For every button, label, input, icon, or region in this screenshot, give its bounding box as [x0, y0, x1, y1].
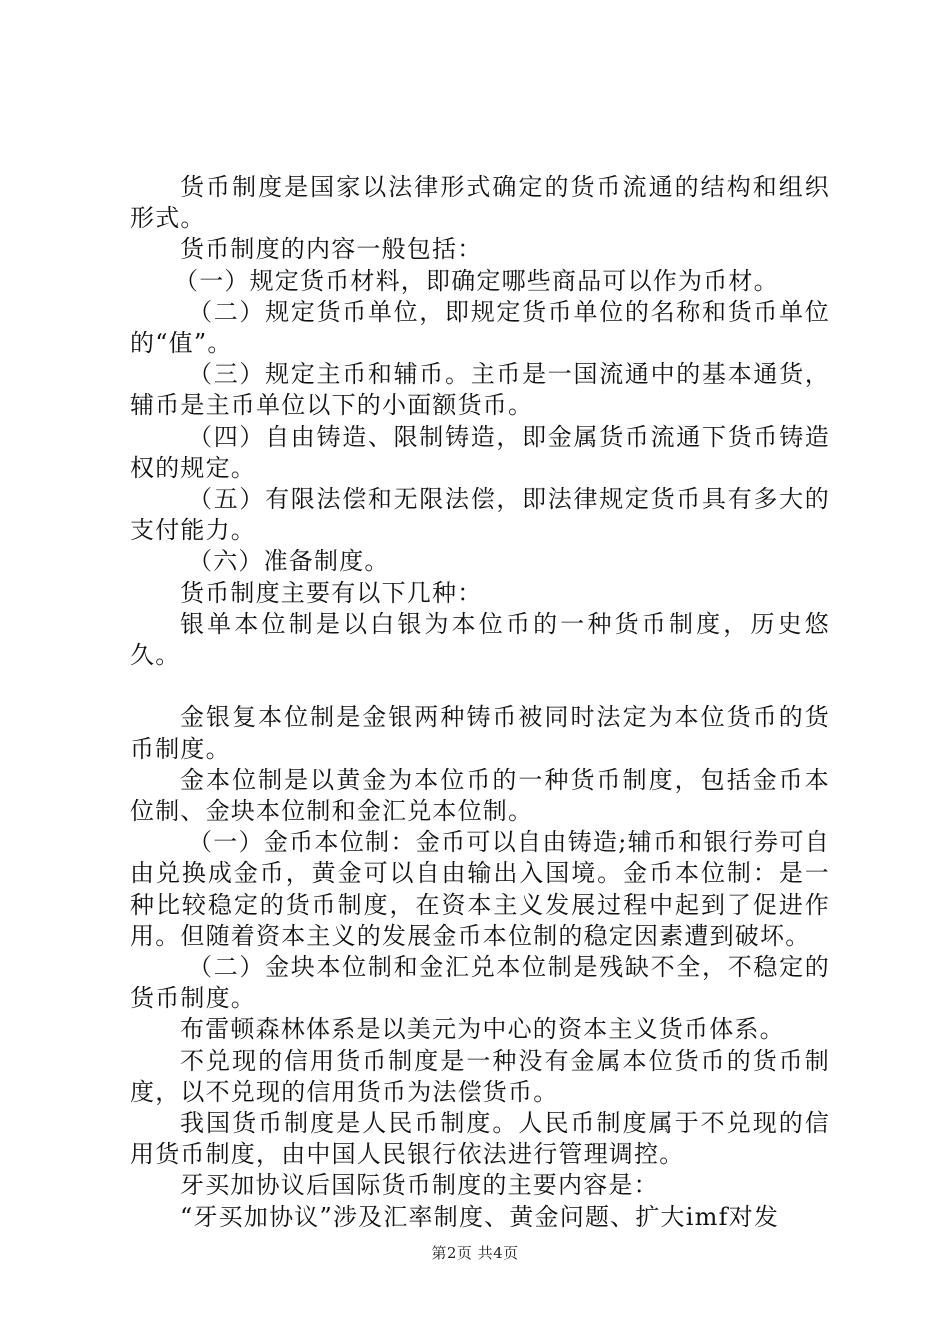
paragraph-item-3: （三）规定主币和辅币。主币是一国流通中的基本通货，辅币是主币单位以下的小面额货币。	[130, 360, 830, 420]
paragraph-rmb-system: 我国货币制度是人民币制度。人民币制度属于不兑现的信用货币制度，由中国人民银行依法进行管理调控。	[130, 1109, 830, 1169]
page-number-footer: 第2页 共4页	[431, 1244, 519, 1262]
paragraph-jamaica-intro: 牙买加协议后国际货币制度的主要内容是：	[180, 1171, 659, 1200]
paragraph-item-5: （五）有限法偿和无限法偿，即法律规定货币具有多大的支付能力。	[130, 485, 830, 545]
paragraph-gold-bullion-standard: （二）金块本位制和金汇兑本位制是残缺不全，不稳定的货币制度。	[130, 953, 830, 1013]
paragraph-item-6: （六）准备制度。	[188, 547, 390, 576]
paragraph-contents-intro: 货币制度的内容一般包括：	[180, 235, 483, 264]
blank-line	[130, 671, 830, 702]
paragraph-item-2: （二）规定货币单位，即规定货币单位的名称和货币单位的“值”。	[130, 297, 830, 358]
paragraph-definition: 货币制度是国家以法律形式确定的货币流通的结构和组织形式。	[130, 173, 830, 233]
paragraph-jamaica-detail: “牙买加协议”涉及汇率制度、黄金问题、扩大imf对发	[180, 1202, 780, 1231]
paragraph-gold-standard: 金本位制是以黄金为本位币的一种货币制度，包括金币本位制、金块本位制和金汇兑本位制。	[130, 765, 830, 826]
paragraph-item-1: （一）规定货币材料，即确定哪些商品可以作为币材。	[174, 266, 779, 295]
paragraph-bretton-woods: 布雷顿森林体系是以美元为中心的资本主义货币体系。	[180, 1015, 785, 1044]
paragraph-types-intro: 货币制度主要有以下几种：	[180, 578, 483, 607]
paragraph-gold-coin-standard: （一）金币本位制：金币可以自由铸造;辅币和银行券可自由兑换成金币，黄金可以自由输出入国境。金币本位制：是一种比较稳定的货币制度，在资本主义发展过程中起到了促进作用。但随着资本主义的发展金币本位制的稳定因素遭到破坏。	[130, 828, 830, 950]
paragraph-silver-standard: 银单本位制是以白银为本位币的一种货币制度，历史悠久。	[130, 609, 830, 670]
document-body	[130, 172, 830, 1233]
paragraph-item-4: （四）自由铸造、限制铸造，即金属货币流通下货币铸造权的规定。	[130, 422, 830, 482]
paragraph-fiat-money: 不兑现的信用货币制度是一种没有金属本位货币的货币制度，以不兑现的信用货币为法偿货币。	[130, 1046, 830, 1106]
paragraph-bimetallism: 金银复本位制是金银两种铸币被同时法定为本位货币的货币制度。	[130, 703, 830, 763]
